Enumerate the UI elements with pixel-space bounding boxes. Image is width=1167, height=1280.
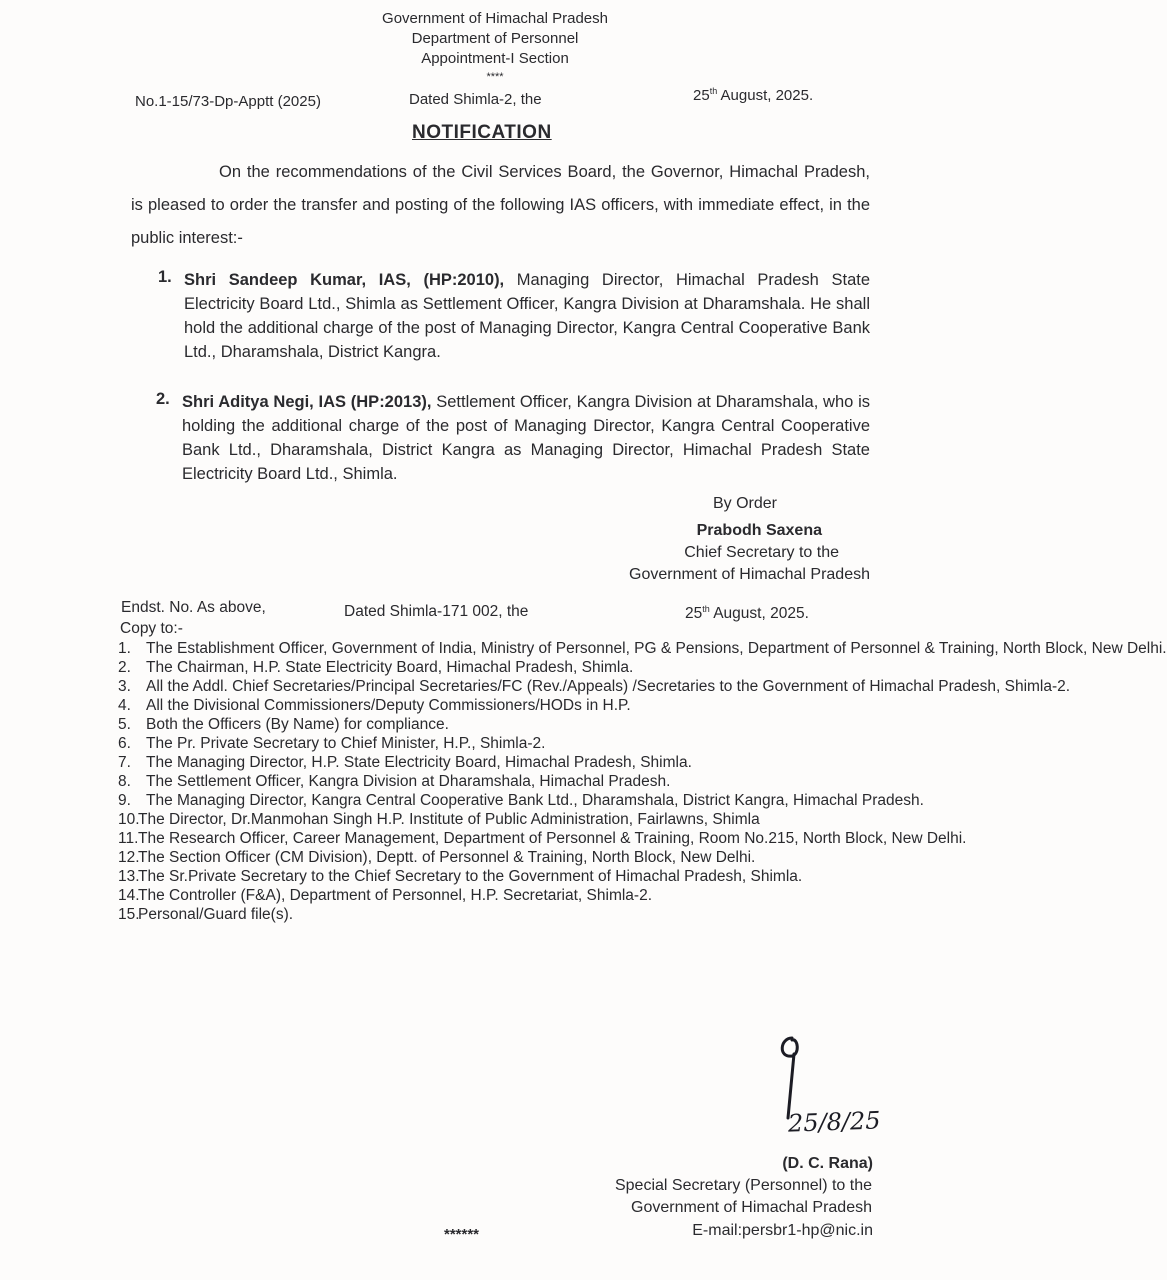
copy-item-number: 15. xyxy=(118,906,140,923)
copy-list-item xyxy=(118,830,967,847)
copy-item-number: 14. xyxy=(118,887,140,904)
copy-item-text: The Settlement Officer, Kangra Division at Dharamshala, Himachal Pradesh. xyxy=(146,773,671,790)
copy-item-text: All the Addl. Chief Secretaries/Principal Secretaries/FC (Rev./Appeals) /Secretaries to the Government of Himachal Pradesh, Shimla-2. xyxy=(146,678,1071,695)
page-title: NOTIFICATION xyxy=(412,122,552,143)
copy-list-item xyxy=(118,697,873,714)
order-text: Managing Director, Himachal Pradesh State Electricity Board Ltd., Shimla as Settlement Officer, Kangra Division at Dharamshala. He shall hold the additional charge of the post of Managing Director, Kangra Central Cooperative Bank Ltd., Dharamshala, District Kangra. xyxy=(184,271,871,361)
officer-name: Shri Sandeep Kumar, IAS, (HP:2010), xyxy=(184,271,505,289)
signatory-government: Government of Himachal Pradesh xyxy=(629,566,870,583)
copy-item-text: The Research Officer, Career Management, Department of Personnel & Training, Room No.215, North Block, New Delhi. xyxy=(138,830,967,847)
copy-item-number: 11. xyxy=(118,830,139,847)
signatory-2-designation: Special Secretary (Personnel) to the xyxy=(614,1177,872,1194)
copy-item-text: The Chairman, H.P. State Electricity Board, Himachal Pradesh, Shimla. xyxy=(146,659,634,676)
copy-item-text: Personal/Guard file(s). xyxy=(138,906,294,923)
signatory-designation: Chief Secretary to the xyxy=(684,544,839,561)
header-stars: **** xyxy=(486,71,504,83)
signatory-2-government: Government of Himachal Pradesh xyxy=(631,1199,872,1216)
copy-list-item xyxy=(118,849,873,866)
copy-item-text: All the Divisional Commissioners/Deputy Commissioners/HODs in H.P. xyxy=(146,697,631,714)
copy-item-number: 9. xyxy=(118,792,131,809)
copy-list-item xyxy=(118,792,924,809)
header-government: Government of Himachal Pradesh xyxy=(382,10,608,27)
endorsement-date: 25th August, 2025. xyxy=(685,603,809,622)
copy-item-text: The Controller (F&A), Department of Personnel, H.P. Secretariat, Shimla-2. xyxy=(138,887,653,904)
copy-list-item xyxy=(118,773,873,790)
copy-item-number: 3. xyxy=(118,678,131,695)
copy-item-number: 4. xyxy=(118,697,131,714)
order-number: 1. xyxy=(158,268,172,286)
copy-item-text: The Pr. Private Secretary to Chief Minister, H.P., Shimla-2. xyxy=(146,735,546,752)
handwritten-date: 25/8/25 xyxy=(787,1106,881,1138)
copy-list xyxy=(118,640,1167,925)
copy-list-item xyxy=(118,811,873,828)
copy-item-number: 1. xyxy=(118,640,131,657)
order-number: 2. xyxy=(156,390,170,408)
copy-item-text: The Director, Dr.Manmohan Singh H.P. Institute of Public Administration, Fairlawns, Shimla xyxy=(138,811,760,828)
footer-stars: ****** xyxy=(444,1226,480,1243)
order-text: Settlement Officer, Kangra Division at Dharamshala, who is holding the additional charge of the post of Managing Director, Kangra Central Cooperative Bank Ltd., Dharamshala, District Kangra as Managing Director, Himachal Pradesh State Electricity Board Ltd., Shimla. xyxy=(182,393,870,483)
copy-list-item xyxy=(118,754,873,771)
signatory-2-email: E-mail:persbr1-hp@nic.in xyxy=(692,1222,873,1239)
reference-dated: Dated Shimla-2, the xyxy=(409,91,542,108)
order-item xyxy=(184,268,870,364)
copy-item-number: 7. xyxy=(118,754,131,771)
copy-list-item xyxy=(118,906,873,923)
order-item xyxy=(182,390,870,486)
copy-item-number: 5. xyxy=(118,716,131,733)
copy-item-number: 2. xyxy=(118,659,131,676)
copy-item-text: The Establishment Officer, Government of India, Ministry of Personnel, PG & Pensions, Department of Personnel & Training, North Block, New Delhi. xyxy=(146,640,1167,657)
copy-list-item xyxy=(118,678,1071,695)
signatory-name: Prabodh Saxena xyxy=(696,522,822,539)
copy-item-number: 6. xyxy=(118,735,131,752)
copy-item-number: 8. xyxy=(118,773,131,790)
copy-list-item xyxy=(118,716,873,733)
copy-item-text: The Section Officer (CM Division), Deptt. of Personnel & Training, North Block, New Delhi. xyxy=(138,849,756,866)
by-order-label: By Order xyxy=(712,495,777,512)
copy-list-item xyxy=(118,640,1167,657)
copy-item-text: The Sr.Private Secretary to the Chief Secretary to the Government of Himachal Pradesh, Shimla. xyxy=(138,868,803,885)
copy-item-number: 12. xyxy=(118,849,140,866)
copy-item-text: Both the Officers (By Name) for compliance. xyxy=(146,716,449,733)
header-section: Appointment-I Section xyxy=(421,50,569,67)
copy-to-label: Copy to:- xyxy=(120,620,183,637)
copy-item-text: The Managing Director, Kangra Central Cooperative Bank Ltd., Dharamshala, District Kangra, Himachal Pradesh. xyxy=(146,792,924,809)
reference-date: 25th August, 2025. xyxy=(693,86,814,104)
signatory-2-name: (D. C. Rana) xyxy=(782,1155,873,1172)
copy-item-text: The Managing Director, H.P. State Electricity Board, Himachal Pradesh, Shimla. xyxy=(146,754,692,771)
officer-name: Shri Aditya Negi, IAS (HP:2013), xyxy=(182,393,432,411)
reference-number: No.1-15/73-Dp-Apptt (2025) xyxy=(135,93,321,110)
endorsement-dated: Dated Shimla-171 002, the xyxy=(344,603,529,620)
header-department: Department of Personnel xyxy=(411,30,579,47)
endorsement-label: Endst. No. As above, xyxy=(121,599,266,616)
copy-list-item xyxy=(118,887,873,904)
copy-item-number: 10. xyxy=(118,811,140,828)
copy-item-number: 13. xyxy=(118,868,140,885)
copy-list-item xyxy=(118,659,873,676)
copy-list-item xyxy=(118,735,873,752)
copy-list-item xyxy=(118,868,873,885)
intro-paragraph: On the recommendations of the Civil Services Board, the Governor, Himachal Pradesh, is pleased to order the transfer and posting of the following IAS officers, with immediate effect, in the public interest:- xyxy=(131,163,870,247)
